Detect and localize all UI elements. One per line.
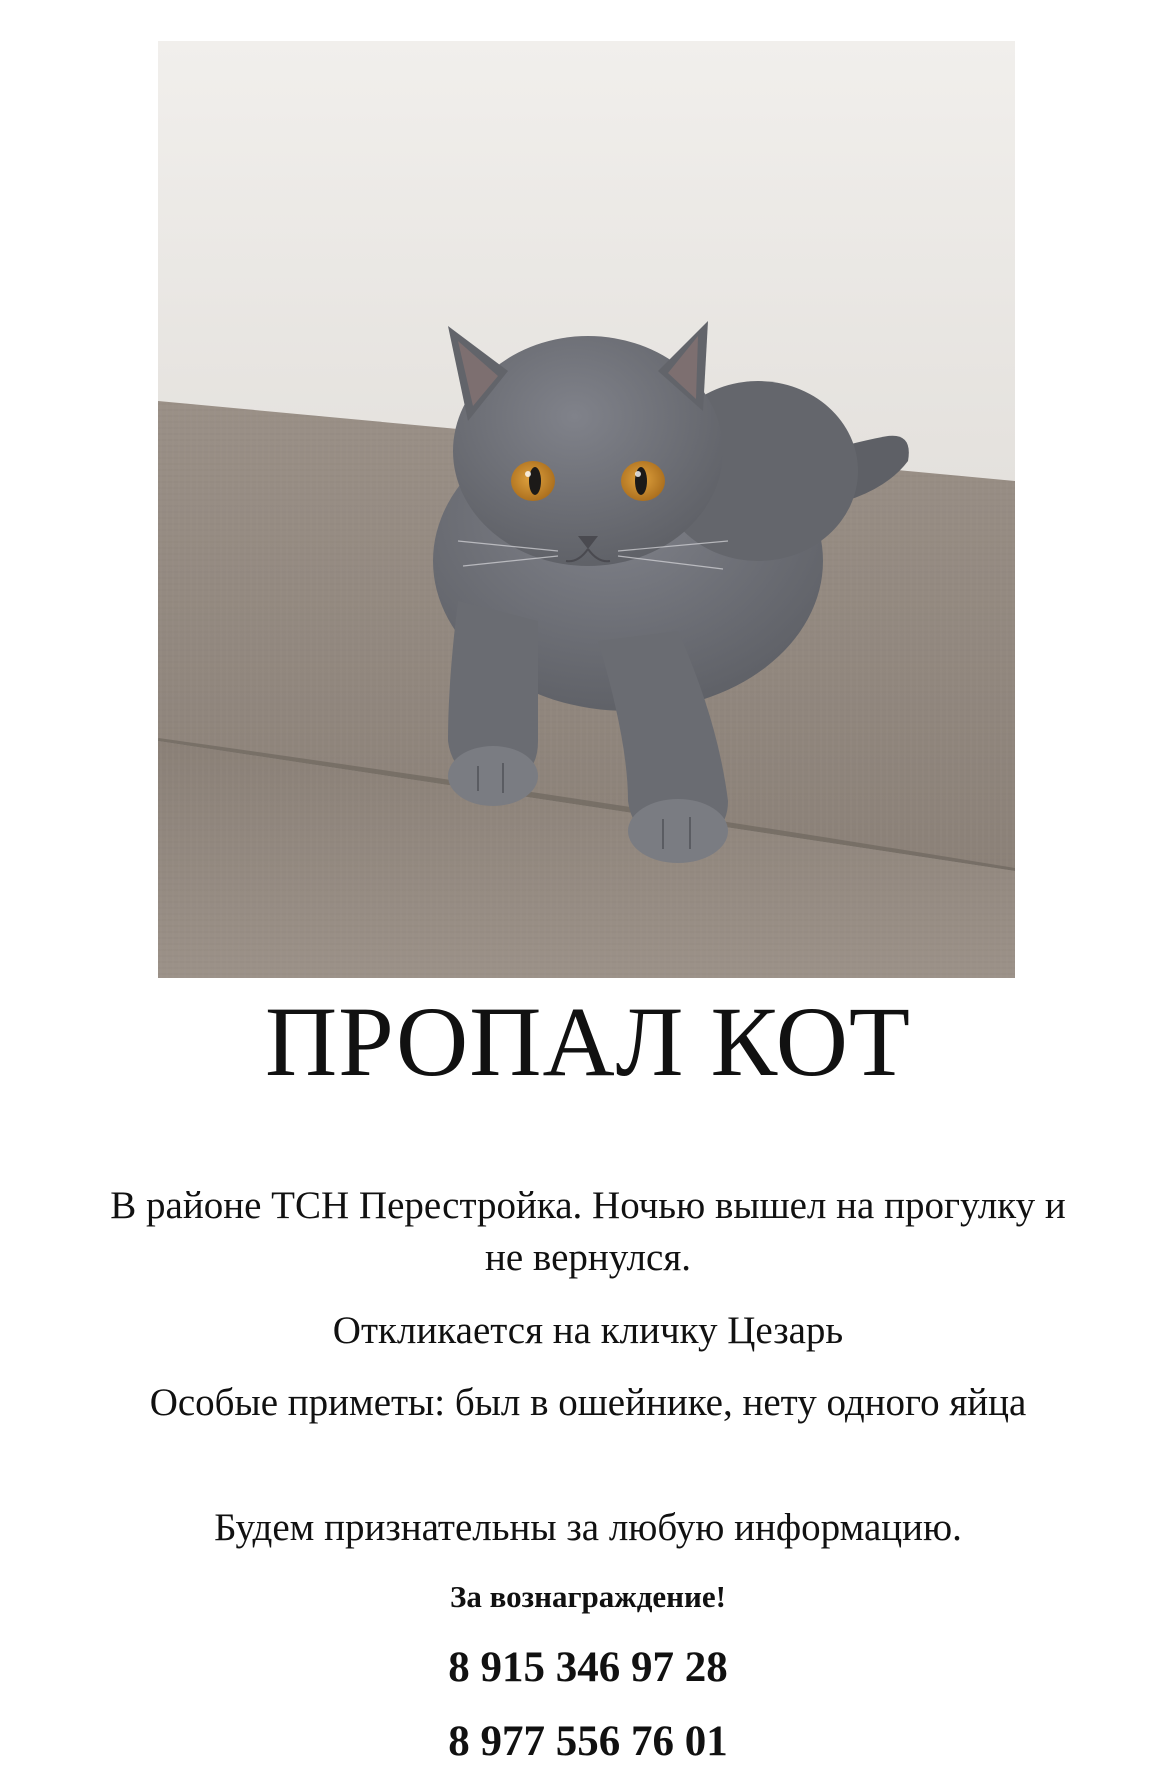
gratitude-paragraph: Будем признательны за любую информацию.	[214, 1506, 962, 1549]
phone-number-2[interactable]: 8 977 556 76 01	[448, 1718, 728, 1765]
nickname-paragraph: Откликается на кличку Цезарь	[332, 1309, 844, 1352]
phone-number-1[interactable]: 8 915 346 97 28	[448, 1644, 728, 1691]
cat-photo-icon	[158, 41, 1015, 978]
cat-photo	[158, 41, 1015, 978]
page-title: ПРОПАЛ КОТ	[264, 986, 912, 1097]
reward-text: За вознаграждение!	[449, 1579, 726, 1614]
special-marks-paragraph: Особые приметы: был в ошейнике, нету одного яйца	[149, 1381, 1027, 1424]
description-paragraph: В районе ТСН Перестройка. Ночью вышел на прогулку и не вернулся.	[110, 1184, 1066, 1279]
